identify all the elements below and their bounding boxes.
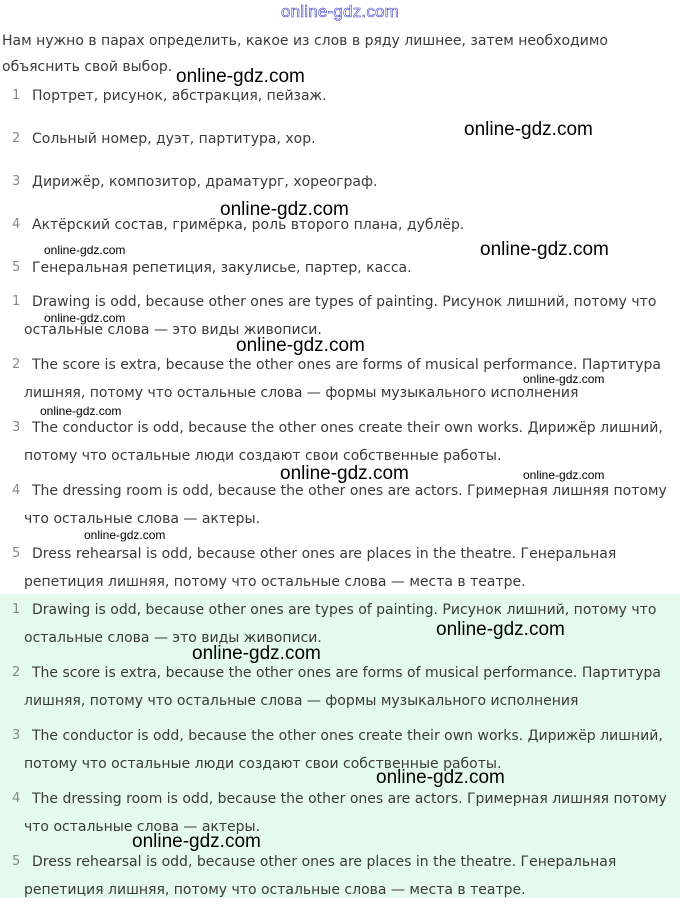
watermark: online-gdz.com xyxy=(220,199,349,220)
answer-number: 4 xyxy=(12,483,21,498)
answer-number: 1 xyxy=(12,294,21,309)
watermark: online-gdz.com xyxy=(44,243,126,257)
question-number: 2 xyxy=(12,131,21,146)
watermark: online-gdz.com xyxy=(523,468,605,482)
watermark: online-gdz.com xyxy=(176,66,305,87)
answer-number: 5 xyxy=(12,854,21,869)
answer-number: 3 xyxy=(12,728,21,743)
answer-text: The conductor is odd, because the other ones create their own works. Дирижёр лишний, потому что остальные люди создают свои собственные работы. xyxy=(24,728,663,772)
answer-text: The dressing room is odd, because the other ones are actors. Гримерная лишняя потому что остальные слова — актеры. xyxy=(24,483,667,527)
answer-number: 1 xyxy=(12,602,21,617)
task-intro: Нам нужно в парах определить, какое из слов в ряду лишнее, затем необходимо объяснить свой выбор. xyxy=(2,33,608,75)
watermark: online-gdz.com xyxy=(132,831,261,852)
answer-list-highlighted xyxy=(0,594,680,898)
watermark: online-gdz.com xyxy=(40,404,122,418)
question-item xyxy=(0,170,680,194)
watermark: online-gdz.com xyxy=(480,239,609,260)
answer-text: Dress rehearsal is odd, because other ones are places in the theatre. Генеральная репетиция лишняя, потому что остальные слова — места в театре. xyxy=(24,546,617,590)
question-text: Сольный номер, дуэт, партитура, хор. xyxy=(32,131,316,147)
answer-text: Drawing is odd, because other ones are types of painting. Рисунок лишний, потому что остальные слова — это виды живописи. xyxy=(24,602,657,646)
watermark: online-gdz.com xyxy=(192,643,321,664)
answer-number: 3 xyxy=(12,420,21,435)
question-item xyxy=(0,84,680,108)
watermark: online-gdz.com xyxy=(84,528,166,542)
answer-text: The dressing room is odd, because the other ones are actors. Гримерная лишняя потому что остальные слова — актеры. xyxy=(24,791,667,835)
site-link[interactable]: online-gdz.com xyxy=(280,2,400,21)
answer-number: 4 xyxy=(12,791,21,806)
answer-number: 2 xyxy=(12,665,21,680)
answer-text: The score is extra, because the other ones are forms of musical performance. Партитура лишняя, потому что остальные слова — формы музыкального исполнения xyxy=(24,665,661,709)
watermark: online-gdz.com xyxy=(236,335,365,356)
answer-number: 5 xyxy=(12,546,21,561)
answer-number: 2 xyxy=(12,357,21,372)
question-number: 1 xyxy=(12,88,21,103)
question-text: Дирижёр, композитор, драматург, хореограф. xyxy=(32,174,378,190)
answer-text: Dress rehearsal is odd, because other ones are places in the theatre. Генеральная репетиция лишняя, потому что остальные слова — места в театре. xyxy=(24,854,617,898)
watermark: online-gdz.com xyxy=(464,119,593,140)
site-header xyxy=(0,0,680,26)
question-text: Портрет, рисунок, абстракция, пейзаж. xyxy=(32,88,327,104)
watermark: online-gdz.com xyxy=(280,463,409,484)
question-text: Актёрский состав, гримёрка, роль второго плана, дублёр. xyxy=(32,217,465,233)
watermark: online-gdz.com xyxy=(44,311,126,325)
question-number: 4 xyxy=(12,217,21,232)
answer-text: The score is extra, because the other ones are forms of musical performance. Партитура лишняя, потому что остальные слова — формы музыкального исполнения xyxy=(24,357,661,401)
watermark: online-gdz.com xyxy=(436,619,565,640)
question-number: 5 xyxy=(12,260,21,275)
answer-text: Drawing is odd, because other ones are types of painting. Рисунок лишний, потому что остальные слова — это виды живописи. xyxy=(24,294,657,338)
answer-list xyxy=(0,288,680,594)
question-number: 3 xyxy=(12,174,21,189)
watermark: online-gdz.com xyxy=(376,767,505,788)
answer-text: The conductor is odd, because the other ones create their own works. Дирижёр лишний, потому что остальные люди создают свои собственные работы. xyxy=(24,420,663,464)
watermark: online-gdz.com xyxy=(523,372,605,386)
question-text: Генеральная репетиция, закулисье, партер, касса. xyxy=(32,260,412,276)
